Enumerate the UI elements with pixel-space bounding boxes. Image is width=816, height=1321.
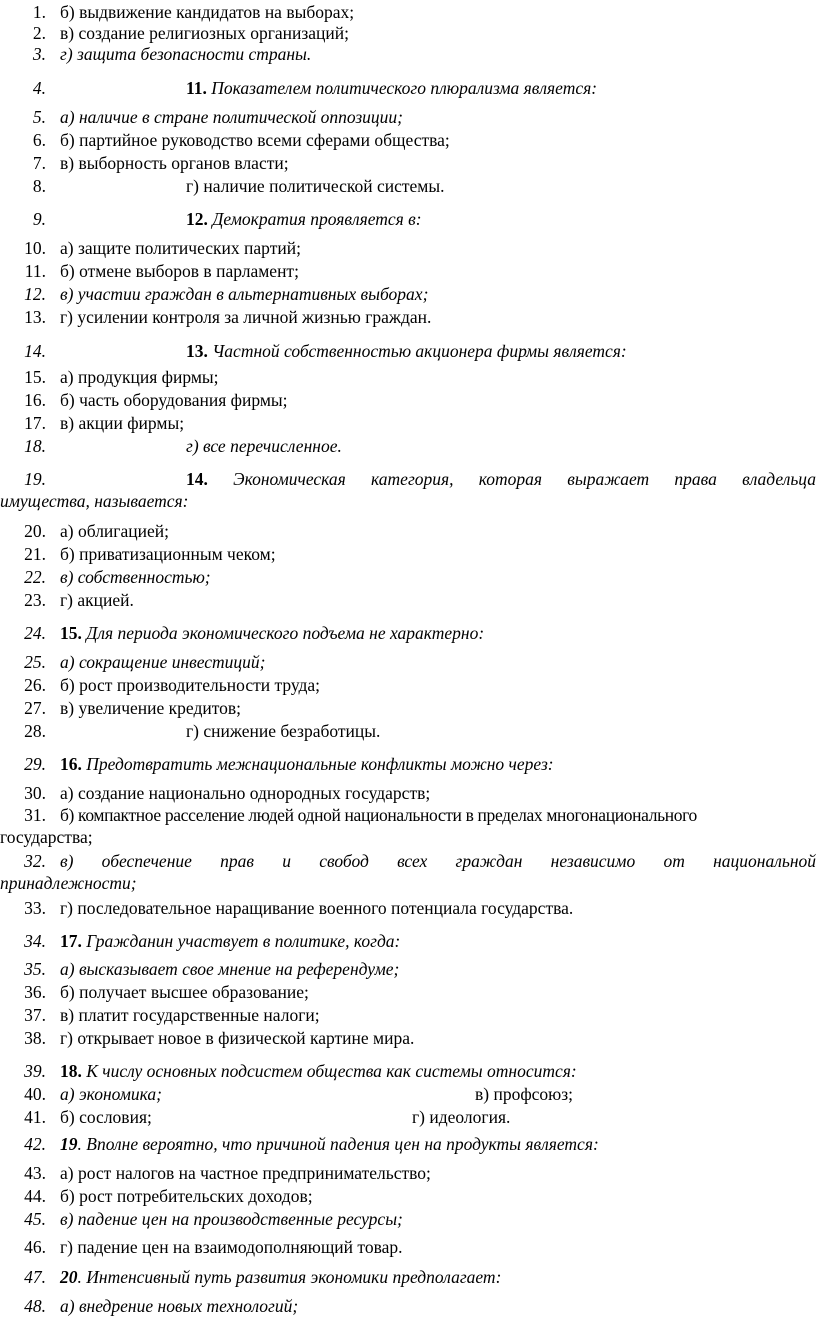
question-text: Предотвратить межнациональные конфликты можно через: xyxy=(86,754,554,774)
document-page: 1. б) выдвижение кандидатов на выборах; 2. в) создание религиозных организаций; 3. г) защита безопасности страны. 4. 11. Показателем политического плюрализма является: 5. а) наличие в стране политической оппозиции; 6. б) партийное руководство всеми сферами общества; 7. в) выборность органов власти; 8. г) наличие политической системы. 9. 12. Демократия проявляется в: 10. а) защите политических партий; 11. б) отмене выборов в парламент; 12. в) участии граждан в альтернативных выборах; 13. г) усилении контроля за личной жизнью граждан. 14. 13. Частной собственностью акционера фирмы является: 15. а) продукция фирмы; 16. б) часть оборудования фирмы; 17. в) акции фирмы; 18. г) все перечисленное. 19. 14. Экономическая категория, которая выражает права владельца имущества, называется: 20. а) облигацией; 21. б) приватизационным чеком; 22. в) собственностью; 23. г) акцией. 24. 15. Для периода экономического подъема не характерно: 25. а) сокращение инвестиций; 26. б) рост производительности труда; 27. в) увеличение кредитов; 28. г) снижение безработицы. 29. 16. Предотвратить межнациональные конфликты можно через: 30. а) создание национально однородных государств; 31. б) компактное расселение людей одной национальности в пределах многонационального государства; 32. в) обеспечение прав и свобод всех граждан независимо от национальной принадлежности; 33. г) последовательное наращивание военного потенциала государства. 34. 17. Гражданин участвует в политике, когда: 35. а) высказывает свое мнение на референдуме; 36. б) получает высшее образование; 37. в) платит государственные налоги; 38. г) открывает новое в физической картине мира. 39. 18. К числу основных подсистем общества как системы относится: 40. а) экономика; в) профсоюз; 41. б) сословия; г) идеология. 42. 19. Вполне вероятно, что причиной падения цен на продукты является: 43. а) рост налогов на частное предпринимательство; 44. б) рост потребительских доходов; 45. в) падение цен на производственные ресурсы; 46. г) падение цен на взаимодополняющий товар. 47. 20. Интенсивный путь развития экономики предполагает: 48. а) внедрение новых технологий; xyxy=(0,2,816,1316)
question-text: Экономическая категория, которая выражает права владельца xyxy=(233,469,816,489)
list-item: 31. б) компактное расселение людей одной национальности в пределах многонационального государства; xyxy=(0,805,697,847)
question-number: 18. xyxy=(60,1061,82,1081)
question-text: . Интенсивный путь развития экономики предполагает: xyxy=(77,1267,502,1287)
question-heading: 19. 14. Экономическая категория, которая выражает права владельца имущества, называется: xyxy=(0,469,816,511)
question-text: Гражданин участвует в политике, когда: xyxy=(86,931,401,951)
question-number: 17. xyxy=(60,931,82,951)
question-number: 15. xyxy=(60,623,82,643)
question-text: Показателем политического плюрализма является: xyxy=(211,78,598,98)
question-number: 20 xyxy=(60,1267,78,1287)
question-text-continued: имущества, называется: xyxy=(0,491,189,511)
question-number: 11. xyxy=(186,78,207,98)
list-item: 32. в) обеспечение прав и свобод всех граждан независимо от национальной принадлежности; xyxy=(0,851,816,893)
question-number: 13. xyxy=(186,341,208,361)
list-item-second-column: в) профсоюз; xyxy=(475,1084,574,1104)
list-item-second-column: г) идеология. xyxy=(412,1107,511,1127)
question-text: Для периода экономического подъема не характерно: xyxy=(86,623,485,643)
question-text: К числу основных подсистем общества как системы относится: xyxy=(86,1061,577,1081)
question-number: 16. xyxy=(60,754,82,774)
question-text: Частной собственностью акционера фирмы является: xyxy=(212,341,627,361)
question-number: 14. xyxy=(186,469,208,489)
question-number: 12. xyxy=(186,209,208,229)
question-number: 19 xyxy=(60,1134,78,1154)
question-text: . Вполне вероятно, что причиной падения цен на продукты является: xyxy=(77,1134,599,1154)
question-text: Демократия проявляется в: xyxy=(212,209,422,229)
